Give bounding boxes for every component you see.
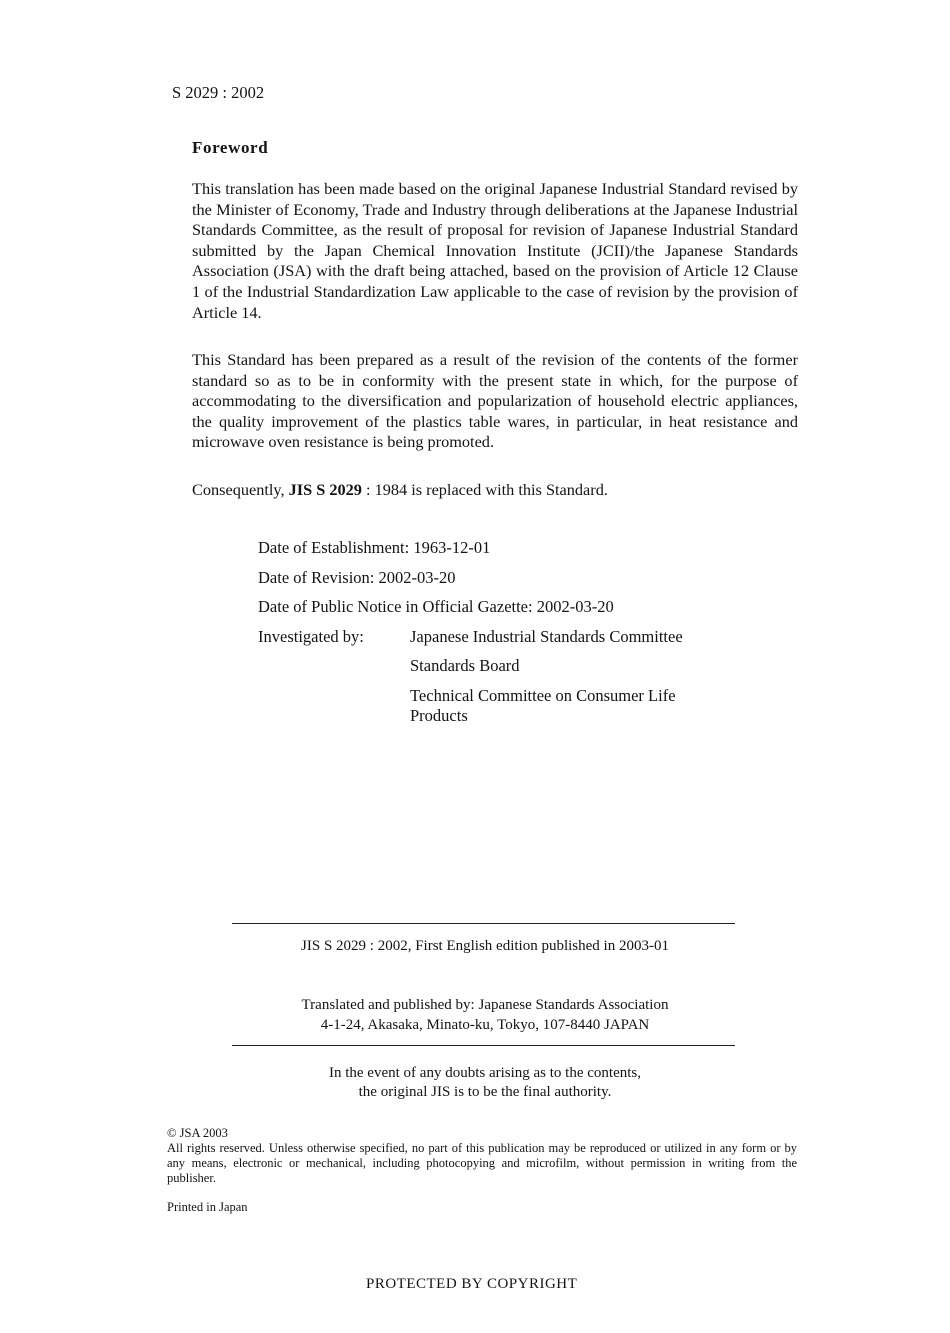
authority-note-line-2: the original JIS is to be the final authority. xyxy=(358,1084,612,1100)
investigated-by-label: Investigated by: xyxy=(258,627,364,646)
copyright-footer: PROTECTED BY COPYRIGHT xyxy=(366,1276,578,1292)
foreword-paragraph-1: This translation has been made based on the original Japanese Industrial Standard revised by the Minister of Economy, Trade and Industry through deliberations at the Japanese Industrial Standards Committee, as the result of proposal for revision of Japanese Industrial Standard submitted by the Japan Chemical Innovation Institute (JCII)/the Japanese Standards Association (JSA) with the draft being attached, based on the provision of Article 12 Clause 1 of the Industrial Standardization Law applicable to the case of revision by the provision of Article 14. xyxy=(192,179,798,322)
investigator-3: Technical Committee on Consumer Life xyxy=(410,686,676,705)
authority-note-line-1: In the event of any doubts arising as to the contents, xyxy=(328,1065,641,1081)
foreword-paragraph-3 xyxy=(192,480,798,501)
foreword-heading: Foreword xyxy=(192,138,269,157)
rights-statement: All rights reserved. Unless otherwise specified, no part of this publication may be reproduced or utilized in any form or by any means, electronic or mechanical, including photocopying and microfilm, without permission in writing from the publisher. xyxy=(167,1141,797,1185)
copyright-notice: © JSA 2003 xyxy=(167,1126,228,1140)
printed-in: Printed in Japan xyxy=(167,1200,248,1214)
para3-prefix: Consequently, xyxy=(192,480,289,499)
investigator-2: Standards Board xyxy=(410,656,520,675)
edition-line: JIS S 2029 : 2002, First English edition published in 2003-01 xyxy=(301,938,669,954)
investigator-1: Japanese Industrial Standards Committee xyxy=(410,627,683,646)
investigator-3-cont: Products xyxy=(410,706,468,725)
publisher-address: 4-1-24, Akasaka, Minato-ku, Tokyo, 107-8440 JAPAN xyxy=(320,1017,650,1033)
publication-divider-bottom xyxy=(232,1045,735,1046)
jis-reference: JIS S 2029 xyxy=(288,480,362,499)
date-of-public-notice: Date of Public Notice in Official Gazette: 2002-03-20 xyxy=(258,597,614,616)
para3-suffix: : 1984 is replaced with this Standard. xyxy=(361,480,608,499)
date-of-revision: Date of Revision: 2002-03-20 xyxy=(258,568,456,587)
translated-by-line: Translated and published by: Japanese Standards Association xyxy=(301,997,669,1013)
foreword-paragraph-2: This Standard has been prepared as a result of the revision of the contents of the former standard so as to be in conformity with the present state in which, for the purpose of accommodating to the diversification and popularization of household electric appliances, the quality improvement of the plastics table wares, in particular, in heat resistance and microwave oven resistance is being promoted. xyxy=(192,350,798,452)
document-code: S 2029 : 2002 xyxy=(172,83,265,102)
date-of-establishment: Date of Establishment: 1963-12-01 xyxy=(258,538,491,557)
publication-divider-top xyxy=(232,923,735,924)
